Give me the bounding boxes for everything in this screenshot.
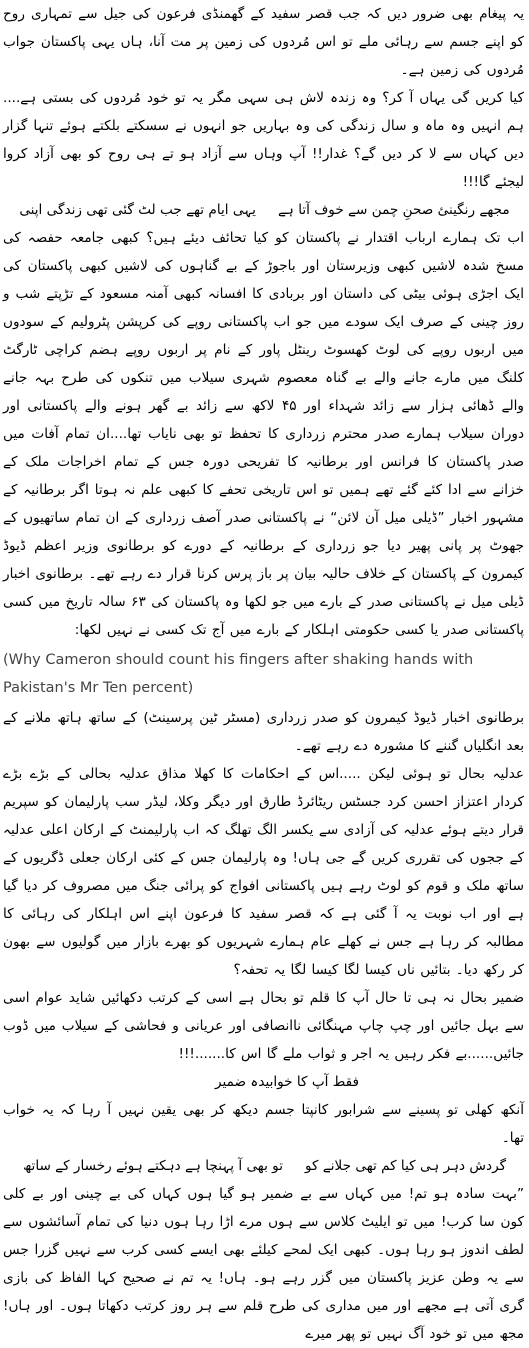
paragraph-awake: آنکھ کھلی تو پسینے سے شرابور کانپتا جسم دیکھ کر بھی یقین نہیں آ رہا کہ یہ خواب تھا۔ <box>3 1102 524 1146</box>
paragraph-intro: یہ پیغام بھی ضرور دیں کہ جب قصر سفید کے گھمنڈی فرعون کی جیل سے تمہاری روح کو اپنے جسم سے رہائی ملے تو اس مُردوں کی زمین پر مت آنا، ہاں یہی پاکستان جواب مُردوں کی زمین ہے۔ <box>3 6 524 78</box>
poetry-couplet <box>6 196 523 224</box>
paragraph-judiciary: عدلیہ بحال تو ہوئی لیکن .....اس کے احکامات کا کھلا مذاق عدلیہ بحالی کے بڑے بڑے کردار اعتزاز احسن کرد جسٹس ریٹائرڈ طارق اور دیگر وکلا، لیڈر سب پارلیمان کو سپریم قرار دیتے ہوئے عدلیہ کی آزادی سے یکسر الگ تھلگ کہ اب پارلیمنٹ کے ارکان اعلی عدلیہ کے ججوں کی تقرری کریں گے جی ہاں! وہ پارلیمان جس کے کئی ارکان جعلی ڈگریوں کے ساتھ ملک و قوم کو لوٹ رہے ہیں پاکستانی افواج کو پرائی جنگ میں مصروف کر دیا گیا ہے اور اب نوبت یہ آ گئی ہے کہ قصر سفید کا فرعون اپنے اس اہلکار کی رہائی کا مطالبہ کر رہا ہے جس نے کھلے عام ہمارے شہریوں کو بھرے بازار میں گولیوں سے بھون کر رکھ دیا۔ بتائیں ناں کیسا لگا کیسا لگا یہ تحفہ؟ <box>3 766 524 978</box>
couplet2-first-line: گردش دہر ہی کیا کم تھی جلانے کو <box>304 1158 507 1174</box>
poetry-couplet-2 <box>6 1152 523 1180</box>
paragraph-questions: کیا کریں گی یہاں آ کر؟ وہ زندہ لاش ہی سہی مگر یہ تو خود مُردوں کی بستی ہے.... ہم انہیں وہ ماہ و سال زندگی کی وہ بہاریں جو انہوں نے سسکتے بلکتے ہوئے تنہا گزار دیں کہاں سے لا کر دیں گے؟ غدار!! آپ وہاں سے آزاد ہو تے ہی روح کو بھی آزاد کروا لیجئے گا!!! <box>3 90 524 190</box>
paragraph-gifts: اب تک ہمارے ارباب اقتدار نے پاکستان کو کیا تحائف دیئے ہیں؟ کبھی جامعہ حفصہ کی مسخ شدہ لاشیں کبھی وزیرستان اور باجوڑ کے بے گناہوں کی لاشیں کبھی پاکستان کی ایک اجڑی ہوئی بیٹی کی داستان اور بربادی کا افسانہ کبھی آمنہ مسعود کے تڑپتے شب و روز چینی کے صرف ایک سودے میں جو اب پاکستانی روپے کی کرپشن پٹرولیم کے سودوں میں اربوں روپے کی لوٹ کھسوٹ رینٹل پاور کے نام پر اربوں روپے ہضم کراچی ٹارگٹ کلنگ میں مارے جانے والے بے گناہ معصوم شہری سیلاب میں تنکوں کی طرح بہہ جانے والے ڈھائی ہزار سے زائد شہداء اور ۴۵ لاکھ سے زائد بے گھر ہونے والے پاکستانی اور دوران سیلاب ہمارے صدر محترم زرداری کا تحفظ تو بھی نایاب تھا....ان تمام آفات میں صدر پاکستان کا فرانس اور برطانیہ کا تفریحی دورہ جس کے تمام اخراجات ملک کے خزانے سے ادا کئے گئے تھے ہمیں تو اس تاریخی تحفے کا کبھی علم نہ ہوتا اگر برطانیہ کے مشہور اخبار ”ڈیلی میل آن لائن“ نے پاکستانی صدر آصف زرداری کے ان تمام ساتھیوں کے جھوٹ پر پانی پھیر دیا جو زرداری کے برطانیہ کے دورے کو برطانوی وزیر اعظم ڈیوڈ کیمرون کے پاکستان کے خلاف حالیہ بیان پر باز پرس کرنا قرار دے رہے تھے۔ برطانوی اخبار ڈیلی میل نے پاکستانی صدر کے بارے میں جو لکھا وہ پاکستان کی ۶۳ سالہ تاریخ میں کسی پاکستانی صدر یا کسی حکومتی اہلکار کے بارے میں آج تک کسی نے نہیں لکھا: <box>3 230 524 638</box>
couplet-second-line: یہی ایام تھے جب لٹ گئی تھی زندگی اپنی <box>19 202 256 218</box>
paragraph-advice: برطانوی اخبار ڈیوڈ کیمرون کو صدر زرداری (مسٹر ٹین پرسینٹ) کے ساتھ ہاتھ ملانے کے بعد انگلیاں گننے کا مشورہ دے رہے تھے۔ <box>3 710 524 754</box>
paragraph-elite-reply: ”بہت سادہ ہو تم! میں کہاں سے بے ضمیر ہو گیا ہوں کہاں کی بے چینی اور بے کلی کون سا کرب! میں تو ایلیٹ کلاس سے ہوں مرے اڑا رہا ہوں دنیا کی تمام آسائشوں سے لطف اندوز ہو رہا ہوں۔ کبھی ایک لمحے کیلئے بھی ایسے کسی کرب سے نہیں گزرا جس سے یہ وطن عزیز پاکستان میں گزر رہے ہو۔ ہاں! یہ تم نے صحیح کہا الفاظ کی بازی گری آتی ہے مجھے اور میں مداری کی طرح قلم سے ہر روز کرتب دکھاتا ہوں۔ اور ہاں! مجھ میں تو خود آگ نہیں تو پھر میرے <box>3 1186 524 1342</box>
english-headline-quote: (Why Cameron should count his fingers after shaking hands with Pakistan's Mr Ten percent) <box>3 652 474 696</box>
couplet-first-line: مجھے رنگینئ صحنِ چمن سے خوف آتا ہے <box>277 202 510 218</box>
couplet2-second-line: تو بھی آ پہنچا ہے دہکتے ہوئے رخسار کے ساتھ <box>22 1158 283 1174</box>
signature-line: فقط آپ کا خوابیدہ ضمیر <box>215 1074 359 1090</box>
paragraph-conscience: ضمیر بحال نہ ہی تا حال آپ کا قلم تو بحال ہے اسی کے کرتب دکھائیں شاید عوام اسی سے بہل جائیں اور چپ چاپ مہنگائی ناانصافی اور عریانی و فحاشی کے سیلاب میں ڈوب جائیں......بے فکر رہیں یہ اجر و ثواب ملے گا اس کا.......!!! <box>3 990 524 1062</box>
